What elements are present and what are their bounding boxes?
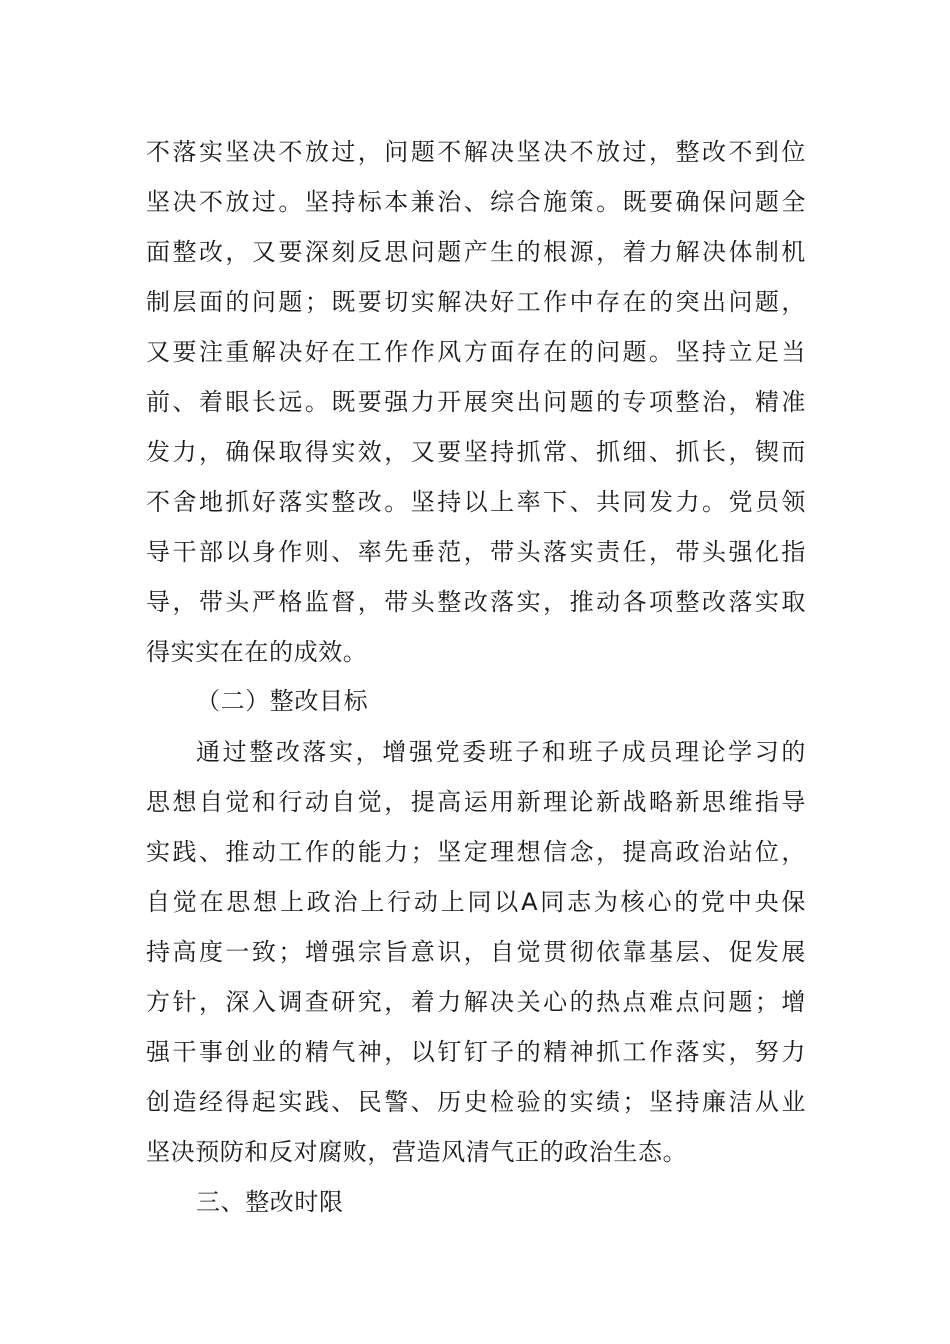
text-line: 不落实坚决不放过，问题不解决坚决不放过，整改不到位 xyxy=(146,138,806,166)
text-line: 面整改，又要深刻反思问题产生的根源，着力解决体制机 xyxy=(146,238,806,266)
text-line: 坚决不放过。坚持标本兼治、综合施策。既要确保问题全 xyxy=(146,188,806,216)
text-line: 通过整改落实，增强党委班子和班子成员理论学习的 xyxy=(196,738,806,766)
text-line: 强干事创业的精气神，以钉钉子的精神抓工作落实，努力 xyxy=(146,1038,806,1066)
text-line: 不舍地抓好落实整改。坚持以上率下、共同发力。党员领 xyxy=(146,488,806,516)
text-line: 实践、推动工作的能力；坚定理想信念，提高政治站位， xyxy=(146,838,806,866)
text-line: 前、着眼长远。既要强力开展突出问题的专项整治，精准 xyxy=(146,388,806,416)
text-line: 又要注重解决好在工作作风方面存在的问题。坚持立足当 xyxy=(146,338,806,366)
text-line: 自觉在思想上政治上行动上同以A同志为核心的党中央保 xyxy=(146,888,806,916)
section-heading-deadline: 三、整改时限 xyxy=(196,1188,344,1216)
text-line: 发力，确保取得实效，又要坚持抓常、抓细、抓长，锲而 xyxy=(146,438,806,466)
text-line: 得实实在在的成效。 xyxy=(146,638,368,666)
text-line: 思想自觉和行动自觉，提高运用新理论新战略新思维指导 xyxy=(146,788,806,816)
text-line: 持高度一致；增强宗旨意识，自觉贯彻依靠基层、促发展 xyxy=(146,938,806,966)
text-line: 制层面的问题；既要切实解决好工作中存在的突出问题， xyxy=(146,288,806,316)
text-line: 创造经得起实践、民警、历史检验的实绩；坚持廉洁从业 xyxy=(146,1088,806,1116)
section-heading-goals: （二）整改目标 xyxy=(196,687,369,715)
text-line: 方针，深入调查研究，着力解决关心的热点难点问题；增 xyxy=(146,988,806,1016)
text-line: 坚决预防和反对腐败，营造风清气正的政治生态。 xyxy=(146,1138,688,1166)
text-line: 导，带头严格监督，带头整改落实，推动各项整改落实取 xyxy=(146,588,806,616)
text-line: 导干部以身作则、率先垂范，带头落实责任，带头强化指 xyxy=(146,538,806,566)
